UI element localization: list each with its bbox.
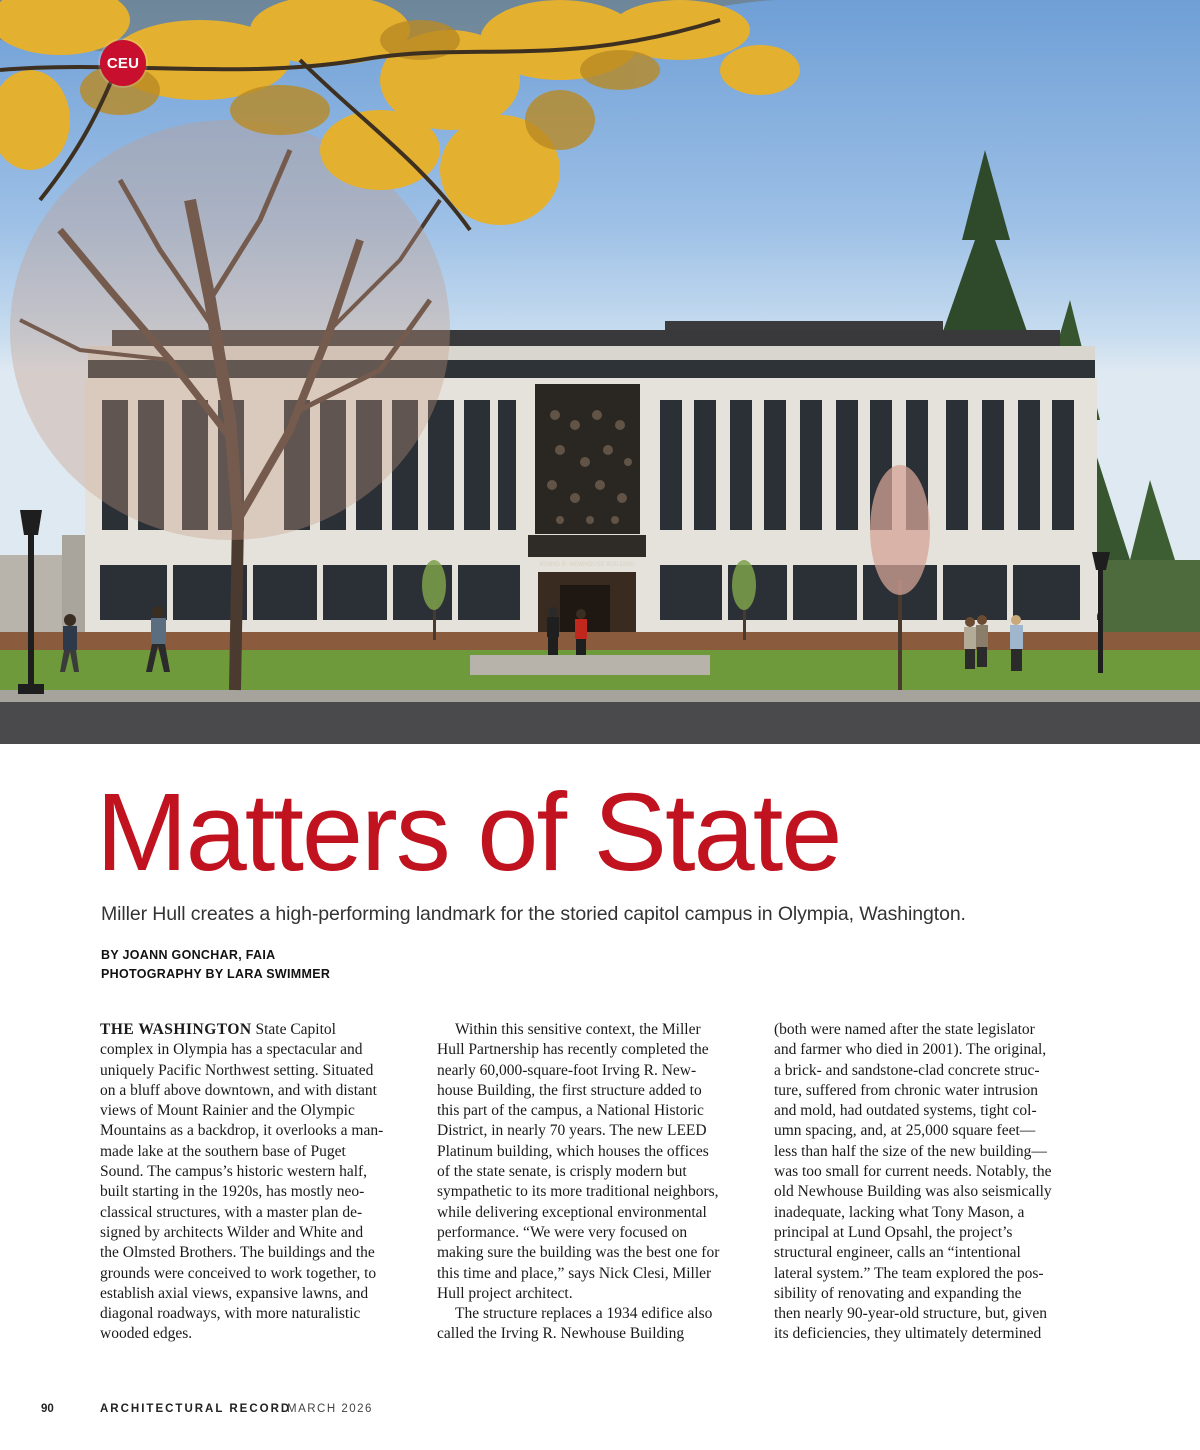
body-line: diagonal roadways, with more naturalistic [100,1305,361,1323]
body-line: was too small for current needs. Notably, the [774,1163,1052,1181]
body-line: views of Mount Rainier and the Olympic [100,1102,355,1120]
entry-canopy [528,535,646,557]
body-line: umn spacing, and, at 25,000 square feet— [774,1122,1036,1140]
body-line: sympathetic to its more traditional neighbors, [437,1183,719,1201]
body-line: establish axial views, expansive lawns, and [100,1284,369,1302]
body-column-3 [774,1020,1086,1345]
page-number: 90 [41,1403,54,1415]
body-column-1 [100,1020,412,1345]
body-line: District, in nearly 70 years. The new LEED [437,1122,707,1140]
body-line: old Newhouse Building was also seismically [774,1183,1052,1201]
sidewalk [0,690,1200,702]
byline-photographer: PHOTOGRAPHY BY LARA SWIMMER [101,967,331,981]
body-line: THE WASHINGTON State Capitol [100,1021,336,1038]
article-headline: Matters of State [96,771,841,894]
body-line: the Olmsted Brothers. The buildings and the [100,1244,375,1262]
body-line: and mold, had outdated systems, tight col- [774,1102,1037,1120]
body-line: performance. “We were very focused on [437,1223,688,1241]
ceu-badge: CEU [100,40,146,86]
body-line: house Building, the first structure added to [437,1081,702,1099]
body-line: then nearly 90-year-old structure, but, given [774,1305,1047,1323]
body-line: Platinum building, which houses the offices [437,1142,709,1160]
body-line: its deficiencies, they ultimately determined [774,1325,1042,1343]
body-line: signed by architects Wilder and White and [100,1223,364,1241]
body-line: grounds were conceived to work together, to [100,1264,377,1282]
magazine-name: ARCHITECTURAL RECORD [100,1403,292,1415]
body-line: Within this sensitive context, the Miller [455,1021,701,1038]
body-line: (both were named after the state legislator [774,1021,1035,1038]
body-line: on a bluff above downtown, and with distant [100,1081,377,1099]
body-line: Mountains as a backdrop, it overlooks a man- [100,1122,384,1140]
body-line: Hull project architect. [437,1284,573,1302]
body-line: called the Irving R. Newhouse Building [437,1325,685,1343]
body-line: The structure replaces a 1934 edifice also [455,1305,713,1323]
body-line: nearly 60,000-square-foot Irving R. New- [437,1061,697,1079]
body-line: ture, suffered from chronic water intrusion [774,1081,1038,1099]
byline-author: BY JOANN GONCHAR, FAIA [101,948,276,962]
body-line: built starting in the 1920s, has mostly neo- [100,1183,365,1201]
byline [101,946,330,984]
body-line: classical structures, with a master plan de- [100,1203,363,1221]
body-column-2 [437,1020,749,1345]
body-line: and farmer who died in 2001). The original, [774,1041,1047,1059]
body-line: made lake at the southern base of Puget [100,1142,346,1160]
body-line: this time and place,” says Nick Clesi, Miller [437,1264,712,1282]
article-dek: Miller Hull creates a high-performing landmark for the storied capitol campus in Olympia, Washington. [101,903,966,925]
body-line: Hull Partnership has recently completed the [437,1041,709,1059]
body-line: uniquely Pacific Northwest setting. Situated [100,1061,374,1079]
body-line: lateral system.” The team explored the pos- [774,1264,1044,1282]
roof-penthouse [665,321,943,331]
issue-date: MARCH 2026 [287,1403,373,1415]
lead-in: THE WASHINGTON [100,1021,252,1038]
building-sign: IRVING R. NEWHOUSE BUILDING [539,562,635,568]
body-line: Sound. The campus’s historic western half, [100,1163,368,1181]
body-line: making sure the building was the best one for [437,1244,720,1262]
body-line: structural engineer, calls an “intentional [774,1244,1021,1262]
body-line: sibility of renovating and expanding the [774,1284,1022,1302]
body-line: a brick- and sandstone-clad concrete struc- [774,1061,1040,1079]
street [0,702,1200,744]
page-footer [0,1403,1200,1423]
body-line: less than half the size of the new building— [774,1142,1047,1160]
body-line: while delivering exceptional environmental [437,1203,707,1221]
body-line: inadequate, lacking what Tony Mason, a [774,1203,1025,1221]
background-building [0,555,70,645]
body-line: wooded edges. [100,1325,193,1343]
body-line: of the state senate, is crisply modern but [437,1163,687,1181]
body-line: this part of the campus, a National Historic [437,1102,704,1120]
body-line: principal at Lund Opsahl, the project’s [774,1223,1013,1241]
body-line: complex in Olympia has a spectacular and [100,1041,363,1059]
